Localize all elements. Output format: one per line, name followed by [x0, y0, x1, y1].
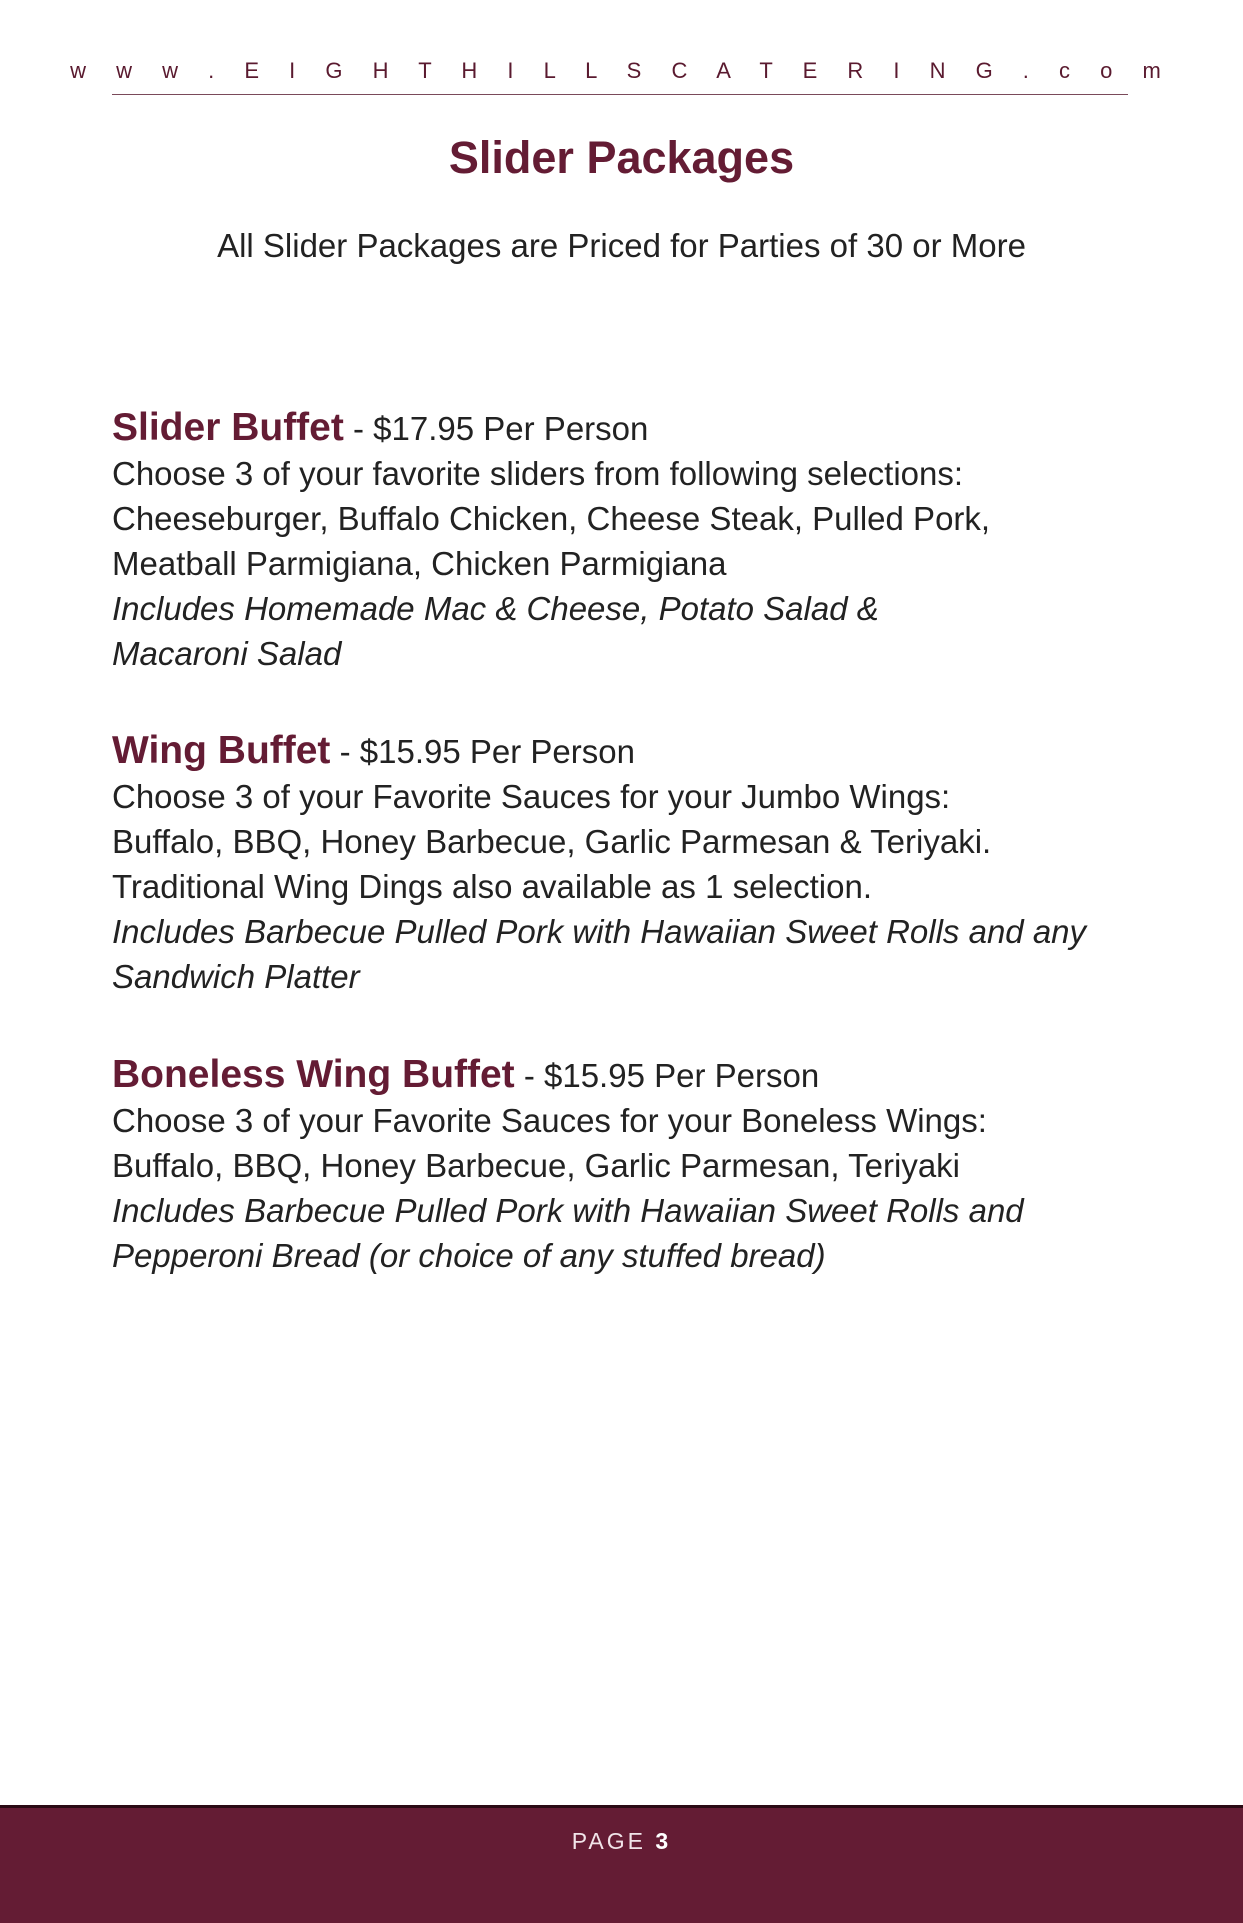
package-includes-line: Sandwich Platter [112, 958, 360, 995]
package-description-line: Buffalo, BBQ, Honey Barbecue, Garlic Parmesan, Teriyaki [112, 1147, 961, 1184]
package-description-line: Choose 3 of your Favorite Sauces for your Boneless Wings: [112, 1102, 987, 1139]
package-includes-line: Macaroni Salad [112, 635, 342, 672]
page-label: PAGE [571, 1828, 647, 1854]
package-name: Wing Buffet [112, 729, 331, 772]
package-wing-buffet [112, 728, 1152, 999]
package-includes-line: Includes Barbecue Pulled Pork with Hawaiian Sweet Rolls and [112, 1192, 1024, 1229]
package-name: Boneless Wing Buffet [112, 1053, 515, 1096]
package-description-line: Choose 3 of your Favorite Sauces for your Jumbo Wings: [112, 778, 951, 815]
package-description-line: Buffalo, BBQ, Honey Barbecue, Garlic Parmesan & Teriyaki. [112, 823, 992, 860]
package-boneless-wing-buffet [112, 1052, 1152, 1278]
package-slider-buffet [112, 405, 1152, 676]
package-heading [112, 728, 1152, 774]
package-includes-line: Pepperoni Bread (or choice of any stuffed bread) [112, 1237, 826, 1274]
package-description-line: Cheeseburger, Buffalo Chicken, Cheese Steak, Pulled Pork, [112, 500, 991, 537]
package-includes-line: Includes Homemade Mac & Cheese, Potato Salad & [112, 590, 879, 627]
page-number-value: 3 [655, 1828, 672, 1854]
page-number [0, 1828, 1243, 1855]
package-heading [112, 405, 1152, 451]
page-title: Slider Packages [448, 132, 795, 183]
package-description-line: Meatball Parmigiana, Chicken Parmigiana [112, 545, 727, 582]
package-description-line: Traditional Wing Dings also available as 1 selection. [112, 868, 872, 905]
package-description-line: Choose 3 of your favorite sliders from following selections: [112, 455, 964, 492]
page-subtitle: All Slider Packages are Priced for Parties of 30 or More [217, 227, 1026, 264]
package-name: Slider Buffet [112, 406, 344, 449]
footer-bar [0, 1805, 1243, 1923]
website-url: w w w . E I G H T H I L L S C A T E R I N G . c o m [70, 58, 1173, 83]
package-includes-line: Includes Barbecue Pulled Pork with Hawaiian Sweet Rolls and any [112, 913, 1087, 950]
header-divider [112, 94, 1128, 95]
package-price: - $15.95 Per Person [330, 733, 635, 770]
package-price: - $15.95 Per Person [514, 1057, 820, 1094]
package-heading [112, 1052, 1152, 1098]
package-price: - $17.95 Per Person [343, 410, 649, 447]
